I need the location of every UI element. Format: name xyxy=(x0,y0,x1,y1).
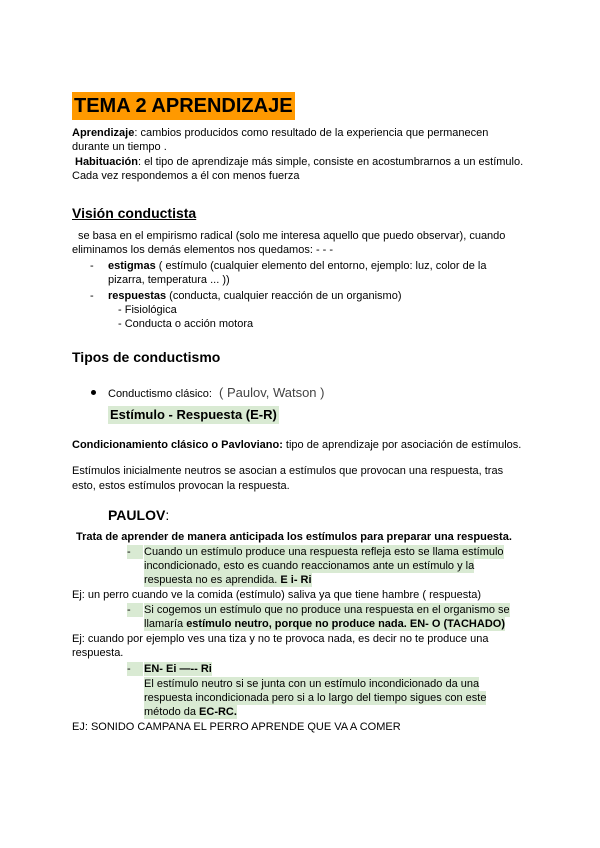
item1-line-3 xyxy=(144,573,312,587)
item2-line-2 xyxy=(144,617,505,631)
example-3: EJ: SONIDO CAMPANA EL PERRO APRENDE QUE VA A COMER xyxy=(72,721,401,733)
bullet-icon xyxy=(91,390,96,395)
paulov-heading-text: PAULOV xyxy=(108,507,166,523)
list-dash: - xyxy=(127,545,143,559)
paulov-heading-suffix: : xyxy=(165,507,170,523)
item2-bold: estímulo neutro, porque no produce nada. EN- O (TACHADO) xyxy=(186,618,505,630)
paulov-subtitle: Trata de aprender de manera anticipada los estímulos para preparar una respuesta. xyxy=(76,531,512,543)
habituacion-definition xyxy=(75,155,523,169)
condicionamiento-text: tipo de aprendizaje por asociación de estímulos. xyxy=(282,439,522,451)
item3-line-1: El estímulo neutro si se junta con un estímulo incondicionado da una xyxy=(144,678,480,690)
item3-line-3 xyxy=(144,705,237,719)
example-2-line-2: respuesta. xyxy=(72,647,124,659)
aprendizaje-definition xyxy=(72,126,488,140)
list-dash: - xyxy=(90,260,94,272)
aprendizaje-term: Aprendizaje xyxy=(72,127,135,139)
item3-formula: EN- Ei —-- Ri xyxy=(144,663,212,675)
list-item-respuestas xyxy=(108,289,402,303)
aprendizaje-text: : cambios producidos como resultado de la experiencia que permanecen xyxy=(134,127,489,139)
condicionamiento-definition xyxy=(72,438,521,452)
list-item-estigmas xyxy=(108,259,487,273)
aprendizaje-text-cont: durante un tiempo . xyxy=(72,141,167,153)
example-1: Ej: un perro cuando ve la comida (estímulo) saliva ya que tiene hambre ( respuesta) xyxy=(72,589,482,601)
list-dash: - xyxy=(127,662,143,676)
vision-para-1: se basa en el empirismo radical (solo me interesa aquello que puedo observar), cuando xyxy=(78,230,506,242)
item1-line-2: incondicionado, esto es cuando reaccionamos ante un estímulo y la xyxy=(144,560,475,572)
bullet-authors: ( Paulov, Watson ) xyxy=(219,385,325,400)
habituacion-term: Habituación xyxy=(75,156,138,168)
habituacion-text: : el tipo de aprendizaje más simple, consiste en acostumbrarnos a un estímulo. xyxy=(137,156,524,168)
estigmas-text-cont: pizarra, temperatura ... )) xyxy=(108,274,230,286)
item3-line-3-text: método da xyxy=(144,706,200,718)
item2-line-1: Si cogemos un estímulo que no produce una respuesta en el organismo se xyxy=(144,604,510,616)
respuestas-term: respuestas xyxy=(108,290,167,302)
estigmas-term: estigmas xyxy=(108,260,156,272)
vision-para-2: eliminamos los demás elementos nos quedamos: - - - xyxy=(72,244,334,256)
item1-formula: E i- Ri xyxy=(280,574,312,586)
item1-line-1: Cuando un estímulo produce una respuesta refleja esto se llama estímulo xyxy=(144,546,504,558)
respuestas-text: (conducta, cualquier reacción de un organismo) xyxy=(166,290,402,302)
tipos-para-2: esto, estos estímulos provocan la respuesta. xyxy=(72,480,290,492)
habituacion-text-cont: Cada vez respondemos a él con menos fuerza xyxy=(72,170,300,182)
item2-line-2-text: llamaría xyxy=(144,618,187,630)
paulov-heading xyxy=(108,507,169,523)
list-dash: - xyxy=(90,290,94,302)
example-2-line-1: Ej: cuando por ejemplo ves una tiza y no te provoca nada, es decir no te produce una xyxy=(72,633,489,645)
item3-line-3-bold: EC-RC. xyxy=(199,706,237,718)
page-title: TEMA 2 APRENDIZAJE xyxy=(72,92,295,120)
er-heading: Estímulo - Respuesta (E-R) xyxy=(110,407,277,422)
tipos-para-1: Estímulos inicialmente neutros se asocian a estímulos que provocan una respuesta, tras xyxy=(72,465,504,477)
list-dash: - xyxy=(127,603,143,617)
tipos-heading: Tipos de conductismo xyxy=(72,349,221,365)
condicionamiento-term: Condicionamiento clásico o Pavloviano: xyxy=(72,439,283,451)
subitem-fisiologica: - Fisiológica xyxy=(118,304,177,316)
subitem-conducta: - Conducta o acción motora xyxy=(118,318,254,330)
item3-line-2: respuesta incondicionada pero si a lo largo del tiempo sigues con este xyxy=(144,692,487,704)
bullet-conductismo-clasico xyxy=(108,386,324,401)
vision-heading: Visión conductista xyxy=(72,205,197,221)
item1-line-3-text: respuesta no es aprendida. xyxy=(144,574,281,586)
bullet-label: Conductismo clásico: xyxy=(108,388,212,400)
estigmas-text: ( estímulo (cualquier elemento del entorno, ejemplo: luz, color de la xyxy=(155,260,487,272)
